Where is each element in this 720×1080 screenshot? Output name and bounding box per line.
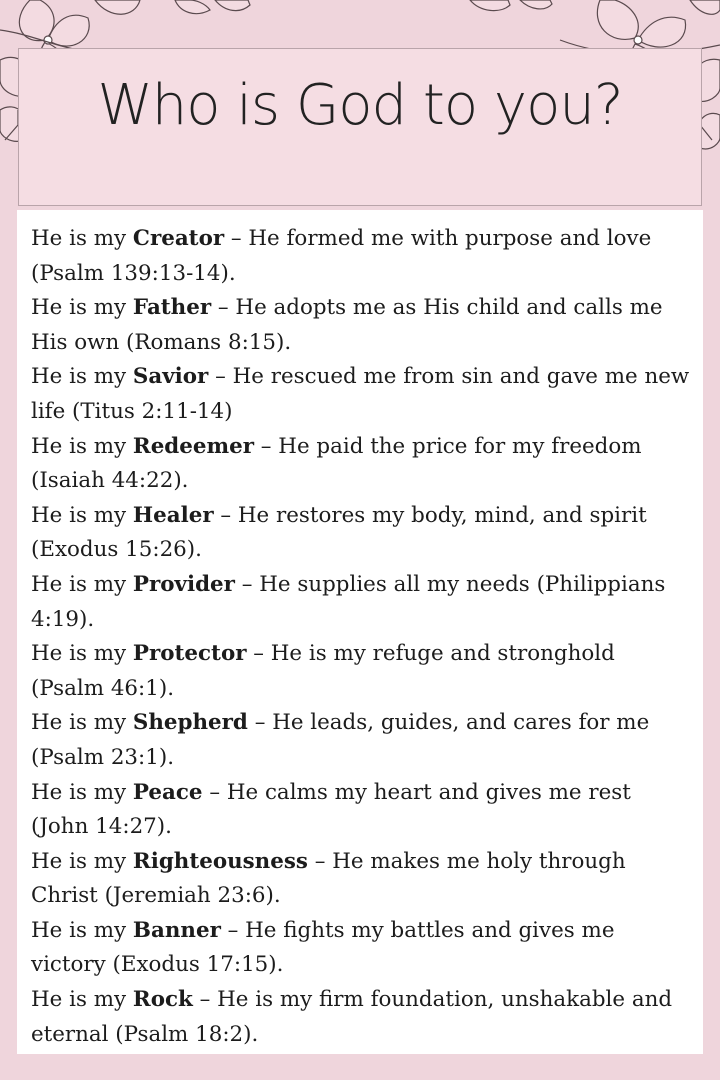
item-text: He restores my body, mind, and spirit (Exodus 15:26). <box>31 502 647 563</box>
item-prefix: He is my <box>31 295 127 321</box>
item-name: Peace <box>132 779 203 805</box>
list-item: He is my Provider – He supplies all my needs (Philippians 4:19). <box>31 571 666 632</box>
item-prefix: He is my <box>31 710 127 736</box>
list-item: He is my Father – He adopts me as His child and calls me His own (Romans 8:15). <box>31 295 663 355</box>
item-name: Provider <box>132 571 235 597</box>
item-prefix: He is my <box>31 641 127 667</box>
item-name: Banner <box>132 917 221 943</box>
item-name: Savior <box>132 364 209 390</box>
item-text: He is my refuge and stronghold (Psalm 46:1). <box>31 641 615 701</box>
content-card <box>17 210 703 1054</box>
item-name: Father <box>132 295 212 321</box>
item-prefix: He is my <box>31 917 127 943</box>
item-prefix: He is my <box>31 848 127 874</box>
list-item: He is my Rock – He is my firm foundation, unshakable and eternal (Psalm 18:2). <box>31 987 673 1047</box>
item-name: Healer <box>132 502 214 528</box>
list-item: He is my Redeemer – He paid the price for my freedom (Isaiah 44:22). <box>31 433 642 494</box>
list-item: He is my Peace – He calms my heart and gives me rest (John 14:27). <box>31 779 631 840</box>
list-item: He is my Shepherd – He leads, guides, and cares for me (Psalm 23:1). <box>31 710 650 770</box>
item-text: He leads, guides, and cares for me (Psalm 23:1). <box>31 710 650 770</box>
item-prefix: He is my <box>31 364 127 390</box>
list-item: He is my Banner – He fights my battles and gives me victory (Exodus 17:15). <box>31 917 615 978</box>
item-text: He adopts me as His child and calls me His own (Romans 8:15). <box>31 295 663 355</box>
item-text: He makes me holy through Christ (Jeremiah 23:6). <box>31 848 626 909</box>
list-item: He is my Savior – He rescued me from sin and gave me new life (Titus 2:11-14) <box>31 364 690 424</box>
list-item: He is my Protector – He is my refuge and stronghold (Psalm 46:1). <box>31 641 615 701</box>
list-item: He is my Healer – He restores my body, mind, and spirit (Exodus 15:26). <box>31 502 647 563</box>
item-name: Righteousness <box>132 848 308 874</box>
item-text: He fights my battles and gives me victory (Exodus 17:15). <box>31 917 615 978</box>
item-name: Redeemer <box>132 433 254 459</box>
item-text: He calms my heart and gives me rest (John 14:27). <box>31 779 631 840</box>
item-prefix: He is my <box>31 987 127 1013</box>
item-prefix: He is my <box>31 779 127 805</box>
page-title: Who is God to you? <box>97 73 623 138</box>
item-prefix: He is my <box>31 502 127 528</box>
item-text: He supplies all my needs (Philippians 4:19). <box>31 571 666 632</box>
item-text: He formed me with purpose and love (Psalm 139:13-14). <box>31 226 652 286</box>
item-text: He paid the price for my freedom (Isaiah 44:22). <box>31 433 642 494</box>
item-text: He rescued me from sin and gave me new life (Titus 2:11-14) <box>31 364 690 424</box>
list-item: He is my Righteousness – He makes me holy through Christ (Jeremiah 23:6). <box>31 848 626 909</box>
item-text: He is my firm foundation, unshakable and eternal (Psalm 18:2). <box>31 987 673 1047</box>
item-prefix: He is my <box>31 226 127 251</box>
item-prefix: He is my <box>31 433 127 459</box>
item-name: Rock <box>132 987 193 1013</box>
item-prefix: He is my <box>31 571 127 597</box>
item-name: Creator <box>132 226 225 251</box>
item-name: Shepherd <box>132 710 248 736</box>
list-item: He is my Creator – He formed me with purpose and love (Psalm 139:13-14). <box>31 226 652 286</box>
item-name: Protector <box>132 641 247 667</box>
